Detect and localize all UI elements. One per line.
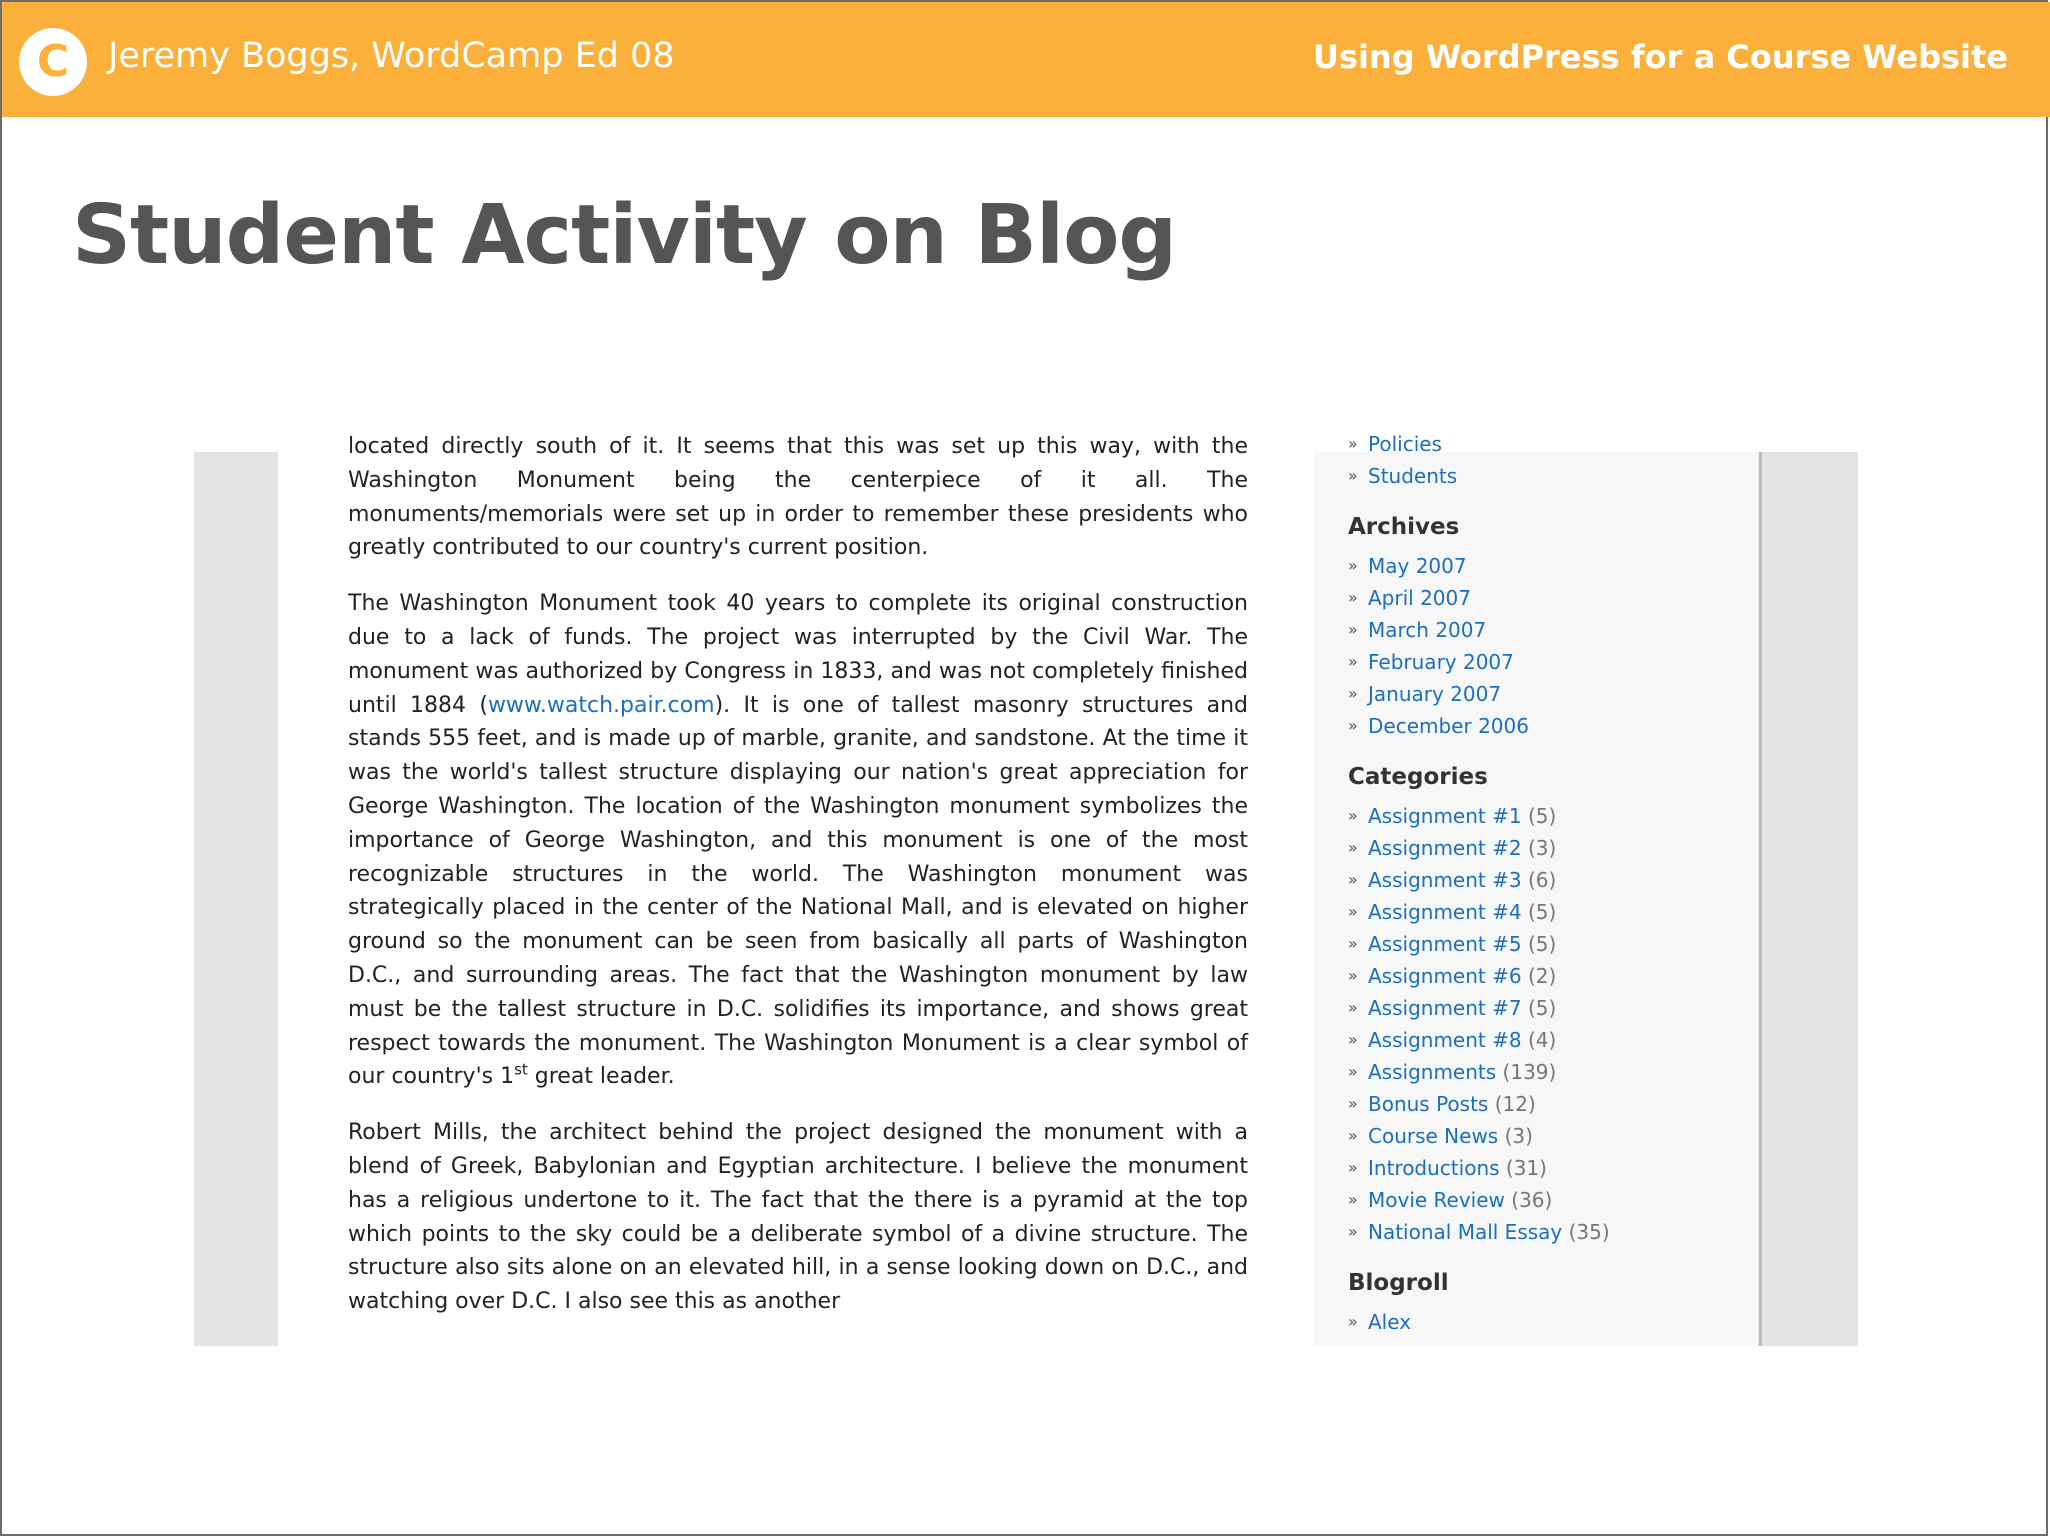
category-name: Assignment #4 — [1368, 900, 1522, 924]
bullet-glyph: » — [1348, 1158, 1358, 1177]
link-label: February 2007 — [1368, 650, 1514, 674]
archive-link[interactable] — [1348, 710, 1748, 742]
category-count: (139) — [1502, 1060, 1557, 1084]
category-name: Assignment #5 — [1368, 932, 1522, 956]
bullet-glyph: » — [1348, 870, 1358, 889]
bullet-glyph: » — [1348, 1030, 1358, 1049]
link-label: May 2007 — [1368, 554, 1467, 578]
category-link[interactable] — [1348, 928, 1748, 960]
archive-link[interactable] — [1348, 582, 1748, 614]
post-body — [348, 430, 1248, 1341]
blogroll-heading: Blogroll — [1348, 1270, 1449, 1296]
sidebar-link-students[interactable] — [1348, 460, 1748, 492]
category-link[interactable] — [1348, 1152, 1748, 1184]
category-count: (36) — [1511, 1188, 1553, 1212]
category-count: (3) — [1527, 836, 1557, 860]
category-name: Assignment #6 — [1368, 964, 1522, 988]
category-count: (3) — [1504, 1124, 1533, 1148]
bullet-glyph: » — [1348, 716, 1358, 735]
category-name: Introductions — [1368, 1156, 1500, 1180]
sidebar-link-policies[interactable] — [1348, 428, 1748, 460]
bullet-glyph: » — [1348, 1222, 1358, 1241]
category-link[interactable] — [1348, 1184, 1748, 1216]
bullet-glyph: » — [1348, 1126, 1358, 1145]
logo-letter: C — [36, 36, 70, 87]
category-count: (35) — [1568, 1220, 1610, 1244]
categories-heading: Categories — [1348, 764, 1488, 790]
bullet-glyph: » — [1348, 652, 1358, 671]
archives-list — [1348, 550, 1748, 742]
blog-sidebar — [1348, 428, 1748, 1338]
archives-heading: Archives — [1348, 514, 1460, 540]
link-label: March 2007 — [1368, 618, 1487, 642]
category-link[interactable] — [1348, 896, 1748, 928]
category-link[interactable] — [1348, 1056, 1748, 1088]
author-credit: Jeremy Boggs, WordCamp Ed 08 — [108, 36, 675, 76]
bullet-glyph: » — [1348, 966, 1358, 985]
archive-link[interactable] — [1348, 550, 1748, 582]
category-link[interactable] — [1348, 960, 1748, 992]
blogroll-list — [1348, 1306, 1748, 1338]
post-text: great leader. — [527, 1064, 675, 1090]
category-count: (12) — [1494, 1092, 1536, 1116]
post-paragraph-2 — [348, 587, 1248, 1094]
bullet-glyph: » — [1348, 684, 1358, 703]
post-text: The Washington Monument took 40 years to complete its original construction due to a lack of funds. The project was interrupted by the Civil War. The monument was authorized by Congress in 1833, and was not completely finished until 1884 ( — [348, 591, 1248, 718]
bullet-glyph: » — [1348, 620, 1358, 639]
category-count: (2) — [1527, 964, 1557, 988]
category-name: National Mall Essay — [1368, 1220, 1563, 1244]
category-link[interactable] — [1348, 1088, 1748, 1120]
link-label: Alex — [1368, 1310, 1412, 1334]
post-paragraph-1: located directly south of it. It seems that this was set up this way, with the Washington Monument being the centerpiece of it all. The monuments/memorials were set up in order to remember these presidents who greatly contributed to our country's current position. — [348, 434, 1248, 561]
page-border — [1759, 452, 1762, 1346]
link-label: Policies — [1368, 432, 1442, 456]
category-link[interactable] — [1348, 864, 1748, 896]
category-count: (5) — [1527, 996, 1557, 1020]
slide-header — [2, 2, 2050, 117]
category-link[interactable] — [1348, 800, 1748, 832]
pages-list — [1348, 428, 1748, 492]
bullet-glyph: » — [1348, 1094, 1358, 1113]
category-link[interactable] — [1348, 1024, 1748, 1056]
bullet-glyph: » — [1348, 556, 1358, 575]
archive-link[interactable] — [1348, 678, 1748, 710]
bullet-glyph: » — [1348, 1062, 1358, 1081]
bullet-glyph: » — [1348, 1190, 1358, 1209]
bullet-glyph: » — [1348, 588, 1358, 607]
bullet-glyph: » — [1348, 434, 1358, 453]
category-count: (4) — [1527, 1028, 1557, 1052]
category-name: Assignment #8 — [1368, 1028, 1522, 1052]
category-name: Assignment #1 — [1368, 804, 1522, 828]
archive-link[interactable] — [1348, 614, 1748, 646]
category-name: Assignment #2 — [1368, 836, 1522, 860]
category-name: Course News — [1368, 1124, 1499, 1148]
category-link[interactable] — [1348, 1216, 1748, 1248]
category-count: (31) — [1505, 1156, 1547, 1180]
category-link[interactable] — [1348, 1120, 1748, 1152]
category-count: (5) — [1527, 804, 1557, 828]
category-name: Assignment #3 — [1368, 868, 1522, 892]
post-text: ). It is one of tallest masonry structures and stands 555 feet, and is made up of marble, granite, and sandstone. At the time it was the world's tallest structure displaying our nation's great appreciation for George Washington. The location of the Washington monument symbolizes the importance of George Washington, and this monument is one of the most recognizable structures in the world. The Washington monument was strategically placed in the center of the National Mall, and is elevated on higher ground so the monument can be seen from basically all parts of Washington D.C., and surrounding areas. The fact that the Washington monument by law must be the tallest structure in D.C. solidifies its importance, and shows great respect towards the monument. The Washington Monument is a clear symbol of our country's 1 — [348, 692, 1248, 1090]
post-link[interactable]: www.watch.pair.com — [487, 692, 715, 718]
bullet-glyph: » — [1348, 466, 1358, 485]
bullet-glyph: » — [1348, 806, 1358, 825]
talk-title: Using WordPress for a Course Website — [1312, 38, 2008, 76]
category-name: Assignments — [1368, 1060, 1497, 1084]
category-count: (5) — [1527, 900, 1557, 924]
link-label: December 2006 — [1368, 714, 1529, 738]
logo-badge — [19, 28, 87, 96]
link-label: April 2007 — [1368, 586, 1471, 610]
link-label: Students — [1368, 464, 1458, 488]
bullet-glyph: » — [1348, 934, 1358, 953]
category-name: Movie Review — [1368, 1188, 1505, 1212]
category-name: Bonus Posts — [1368, 1092, 1489, 1116]
bullet-glyph: » — [1348, 902, 1358, 921]
ordinal-superscript: st — [514, 1061, 528, 1080]
blog-screenshot — [194, 432, 1858, 1346]
category-count: (5) — [1527, 932, 1557, 956]
post-paragraph-3: Robert Mills, the architect behind the project designed the monument with a blend of Greek, Babylonian and Egyptian architecture. I believe the monument has a religious undertone to it. The fact that the there is a pyramid at the top which points to the sky could be a deliberate symbol of a divine structure. The structure also sits alone on an elevated hill, in a sense looking down on D.C., and watching over D.C. I also see this as another — [348, 1120, 1248, 1315]
categories-list — [1348, 800, 1748, 1248]
link-label: January 2007 — [1368, 682, 1502, 706]
slide-title: Student Activity on Blog — [72, 188, 1177, 283]
bullet-glyph: » — [1348, 1312, 1358, 1331]
archive-link[interactable] — [1348, 646, 1748, 678]
category-name: Assignment #7 — [1368, 996, 1522, 1020]
category-link[interactable] — [1348, 832, 1748, 864]
bullet-glyph: » — [1348, 838, 1358, 857]
bullet-glyph: » — [1348, 998, 1358, 1017]
category-link[interactable] — [1348, 992, 1748, 1024]
blogroll-link[interactable] — [1348, 1306, 1748, 1338]
category-count: (6) — [1527, 868, 1557, 892]
